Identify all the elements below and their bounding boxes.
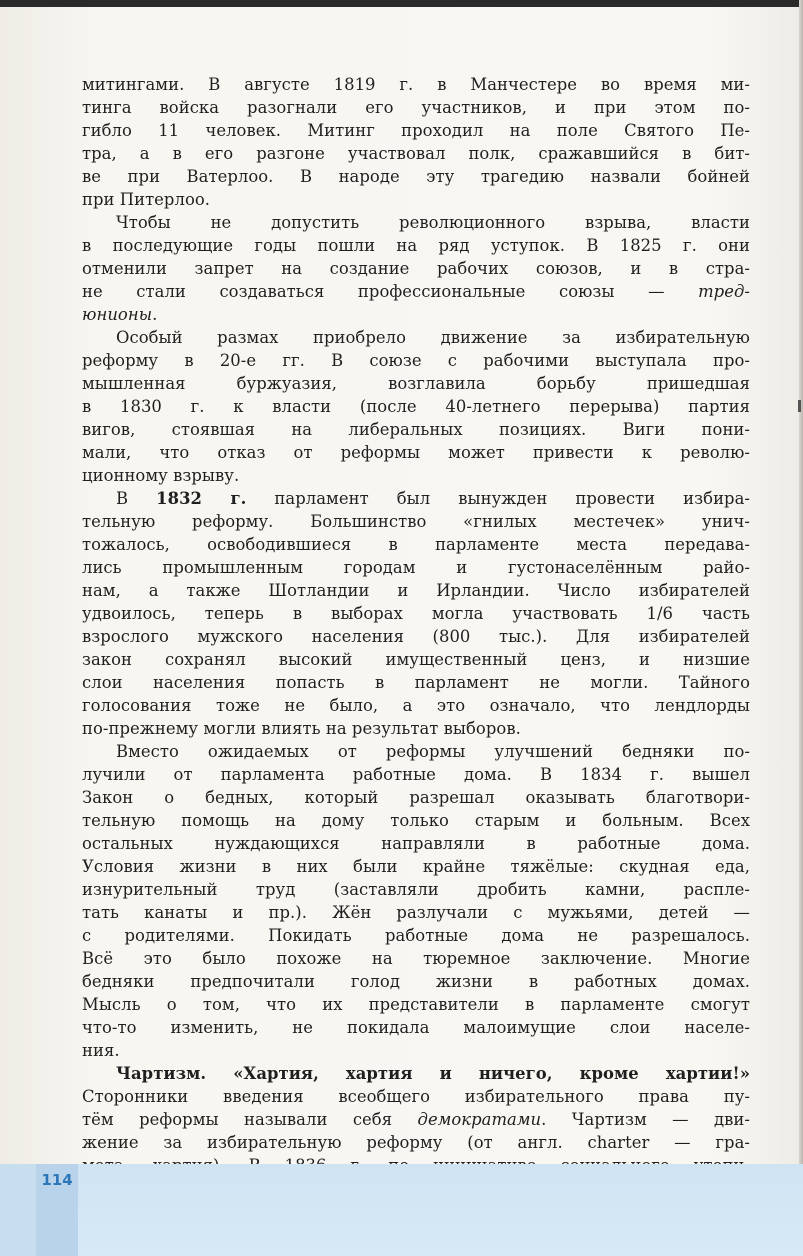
text-line: взрослого мужского населения (800 тыс.). Для избирателей [82,627,750,646]
text-line: реформу в 20-е гг. В союзе с рабочими выступала про- [82,351,750,370]
text-fragment: В [116,489,157,508]
text-line: ционному взрыву. [82,466,240,485]
text-line: слои населения попасть в парламент не могли. Тайного [82,673,750,692]
text-line [82,1108,750,1131]
paragraph-start-line: Чтобы не допустить революционного взрыва, власти [116,213,750,232]
text-line: тельную помощь на дому только старым и больным. Всех [82,811,750,830]
paragraph-start-line [82,487,750,510]
text-line: жение за избирательную реформу (от англ. charter — гра- [82,1133,750,1152]
section-heading [82,1062,750,1085]
text-line: нам, а также Шотландии и Ирландии. Число избирателей [82,581,750,600]
footer-left-band [0,1164,36,1256]
text-line: изнурительный труд (заставляли дробить камни, распле- [82,880,750,899]
text-line: с родителями. Покидать работные дома не разрешалось. [82,926,750,945]
text-line: ния. [82,1041,120,1060]
text-fragment: парламент был вынужден провести избира- [246,489,750,508]
italic-term: юнионы [82,305,153,324]
text-line: тра, а в его разгоне участвовал полк, сражавшийся в бит- [82,144,750,163]
italic-term: демократами [417,1110,542,1129]
text-line: тожалось, освободившиеся в парламенте места передава- [82,535,750,554]
footer-band [0,1164,803,1256]
text-line: бедняки предпочитали голод жизни в работных домах. [82,972,750,991]
text-line: остальных нуждающихся направляли в работные дома. [82,834,750,853]
text-line: по-прежнему могли влиять на результат выборов. [82,719,521,738]
text-line: тельную реформу. Большинство «гнилых местечек» унич- [82,512,750,531]
text-line: в последующие годы пошли на ряд уступок. В 1825 г. они [82,236,750,255]
right-scan-edge [799,0,803,1256]
body-text [82,73,750,1200]
text-fragment: . [152,305,158,324]
text-line: отменили запрет на создание рабочих союзов, и в стра- [82,259,750,278]
text-line [82,303,750,326]
paragraph-start-line: Вместо ожидаемых от реформы улучшений бедняки по- [116,742,750,761]
text-fragment: тём реформы называли себя [82,1110,418,1129]
text-line: что-то изменить, не покидала малоимущие слои населе- [82,1018,750,1037]
text-line: закон сохранял высокий имущественный ценз, и низшие [82,650,750,669]
text-line: вигов, стоявшая на либеральных позициях. Виги пони- [82,420,750,439]
text-line: Сторонники введения всеобщего избирательного права пу- [82,1087,750,1106]
text-line [82,280,750,303]
bold-date: 1832 г. [156,489,247,508]
text-fragment: . Чартизм — дви- [541,1110,750,1129]
text-line: удвоилось, теперь в выборах могла участвовать 1/6 часть [82,604,750,623]
scan-mark [798,400,801,412]
page-number: 114 [41,1171,73,1189]
text-line: Мысль о том, что их представители в парламенте смогут [82,995,750,1014]
paragraph-start-line: Особый размах приобрело движение за избирательную [116,328,750,347]
top-scan-edge [0,0,803,7]
text-line: мали, что отказ от реформы может привести к револю- [82,443,750,462]
text-line: Условия жизни в них были крайне тяжёлые: скудная еда, [82,857,750,876]
section-heading-text: Чартизм. «Хартия, хартия и ничего, кроме хартии!» [116,1064,750,1083]
text-line: тать канаты и пр.). Жён разлучали с мужьями, детей — [82,903,750,922]
text-line: Всё это было похоже на тюремное заключение. Многие [82,949,750,968]
text-line: голосования тоже не было, а это означало, что лендлорды [82,696,750,715]
italic-term: тред- [698,282,750,301]
text-line: ве при Ватерлоо. В народе эту трагедию назвали бойней [82,167,750,186]
text-line: лучили от парламента работные дома. В 1834 г. вышел [82,765,750,784]
text-line: митингами. В августе 1819 г. в Манчестере во время ми- [82,75,750,94]
text-fragment: не стали создаваться профессиональные союзы — [82,282,699,301]
text-line: гибло 11 человек. Митинг проходил на поле Святого Пе- [82,121,750,140]
text-line: тинга войска разогнали его участников, и при этом по- [82,98,750,117]
text-line: Закон о бедных, который разрешал оказывать благотвори- [82,788,750,807]
text-line: в 1830 г. к власти (после 40-летнего перерыва) партия [82,397,750,416]
text-line: мышленная буржуазия, возглавила борьбу пришедшая [82,374,750,393]
text-line: при Питерлоо. [82,190,211,209]
text-line: лись промышленным городам и густонаселённым райо- [82,558,750,577]
